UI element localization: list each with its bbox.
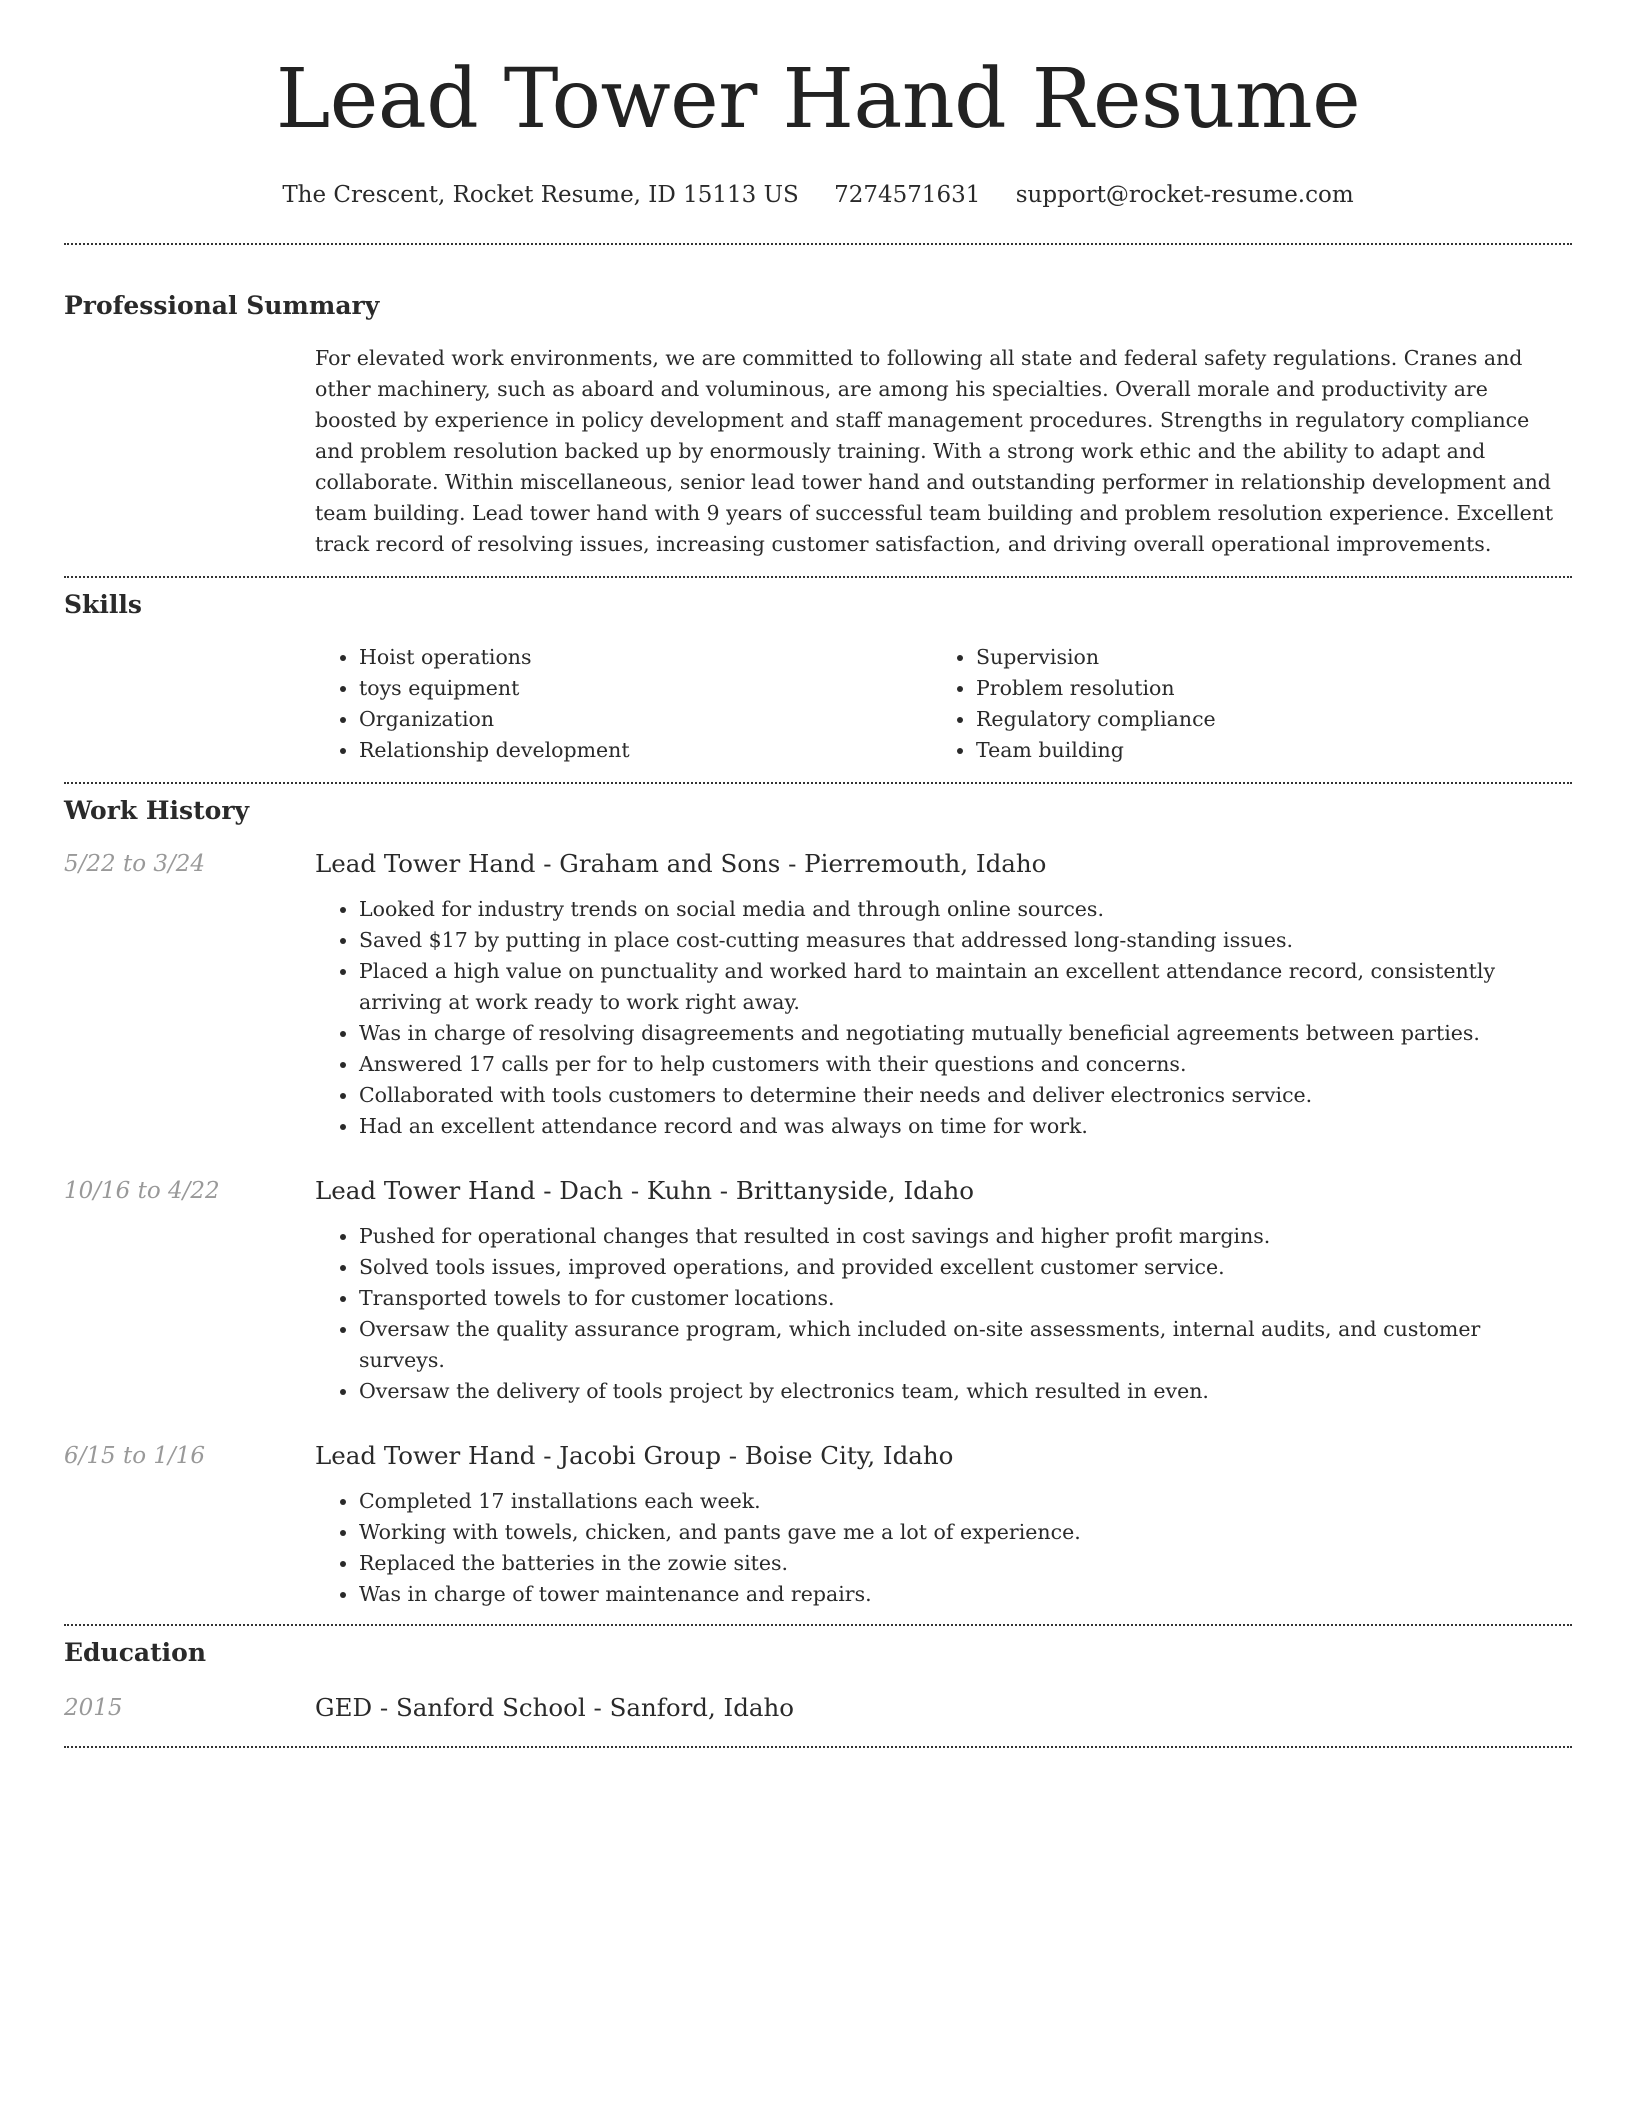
job-body xyxy=(315,848,1572,1142)
education-body xyxy=(315,1692,1572,1724)
contact-line xyxy=(64,180,1572,210)
job-bullet: • Was in charge of resolving disagreements and negotiating mutually beneficial agreements between parties. xyxy=(359,1018,1572,1049)
resume-page xyxy=(64,0,1572,1748)
job-bullets xyxy=(315,1486,1572,1610)
skills-column-left xyxy=(315,642,932,766)
job-title: Lead Tower Hand - Dach - Kuhn - Brittanyside, Idaho xyxy=(315,1176,974,1205)
divider xyxy=(64,1746,1572,1748)
skills-heading: Skills xyxy=(64,590,142,619)
skill-item: • Regulatory compliance xyxy=(976,704,1549,735)
skill-item: • Team building xyxy=(976,735,1549,766)
education-section xyxy=(64,1636,1572,1724)
job-body xyxy=(315,1440,1572,1610)
summary-section xyxy=(64,289,1572,560)
job-bullet: • Oversaw the delivery of tools project by electronics team, which resulted in even. xyxy=(359,1376,1572,1407)
contact-phone: 7274571631 xyxy=(834,182,981,208)
job-bullet: • Oversaw the quality assurance program, which included on-site assessments, internal audits, and customer surveys. xyxy=(359,1314,1572,1376)
summary-text: For elevated work environments, we are committed to following all state and federal safety regulations. Cranes and other machinery, such as aboard and voluminous, are among his specialties. Overall morale and productivity are boosted by experience in policy development and staff management procedures. Strengths in regulatory compliance and problem resolution backed up by enormously training. With a strong work ethic and the ability to adapt and collaborate. Within miscellaneous, senior lead tower hand and outstanding performer in relationship development and team building. Lead tower hand with 9 years of successful team building and problem resolution experience. Excellent track record of resolving issues, increasing customer satisfaction, and driving overall operational improvements. xyxy=(315,346,1554,556)
summary-heading: Professional Summary xyxy=(64,291,380,320)
divider xyxy=(64,243,1572,245)
skills-grid xyxy=(315,642,1572,766)
job-bullet: • Replaced the batteries in the zowie sites. xyxy=(359,1548,1572,1579)
job-bullet: • Was in charge of tower maintenance and repairs. xyxy=(359,1579,1572,1610)
job-bullet: • Transported towels to for customer locations. xyxy=(359,1283,1572,1314)
job-body xyxy=(315,1175,1572,1407)
job-date: 6/15 to 1/16 xyxy=(64,1443,206,1469)
skills-section xyxy=(64,588,1572,766)
resume-header xyxy=(64,0,1572,210)
job-entry xyxy=(64,848,1572,1142)
skill-item: • Relationship development xyxy=(359,735,932,766)
contact-email: support@rocket-resume.com xyxy=(1015,182,1354,208)
education-date: 2015 xyxy=(64,1695,123,1721)
job-bullet: • Looked for industry trends on social media and through online sources. xyxy=(359,894,1572,925)
job-title: Lead Tower Hand - Graham and Sons - Pierremouth, Idaho xyxy=(315,849,1047,878)
job-bullet: • Solved tools issues, improved operations, and provided excellent customer service. xyxy=(359,1252,1572,1283)
resume-title: Lead Tower Hand Resume xyxy=(275,52,1361,147)
education-title: GED - Sanford School - Sanford, Idaho xyxy=(315,1693,795,1722)
skill-item: • Supervision xyxy=(976,642,1549,673)
job-bullet: • Had an excellent attendance record and was always on time for work. xyxy=(359,1111,1572,1142)
divider xyxy=(64,576,1572,578)
job-entry xyxy=(64,1175,1572,1407)
skill-item: • Problem resolution xyxy=(976,673,1549,704)
job-bullet: • Completed 17 installations each week. xyxy=(359,1486,1572,1517)
divider xyxy=(64,1624,1572,1626)
skill-item: • toys equipment xyxy=(359,673,932,704)
job-bullets xyxy=(315,894,1572,1142)
job-date: 10/16 to 4/22 xyxy=(64,1178,220,1204)
divider xyxy=(64,782,1572,784)
job-bullet: • Saved $17 by putting in place cost-cutting measures that addressed long-standing issues. xyxy=(359,925,1572,956)
skill-item: • Organization xyxy=(359,704,932,735)
education-heading: Education xyxy=(64,1638,207,1667)
job-bullet: • Collaborated with tools customers to determine their needs and deliver electronics service. xyxy=(359,1080,1572,1111)
job-bullet: • Answered 17 calls per for to help customers with their questions and concerns. xyxy=(359,1049,1572,1080)
job-entry xyxy=(64,1440,1572,1610)
work-history-section xyxy=(64,794,1572,1610)
job-bullet: • Working with towels, chicken, and pants gave me a lot of experience. xyxy=(359,1517,1572,1548)
skill-item: • Hoist operations xyxy=(359,642,932,673)
job-date: 5/22 to 3/24 xyxy=(64,851,206,877)
contact-address: The Crescent, Rocket Resume, ID 15113 US xyxy=(282,182,799,208)
job-bullet: • Placed a high value on punctuality and worked hard to maintain an excellent attendance record, consistently arriving at work ready to work right away. xyxy=(359,956,1572,1018)
education-entry xyxy=(64,1692,1572,1724)
job-title: Lead Tower Hand - Jacobi Group - Boise City, Idaho xyxy=(315,1441,954,1470)
job-bullet: • Pushed for operational changes that resulted in cost savings and higher profit margins. xyxy=(359,1221,1572,1252)
skills-column-right xyxy=(932,642,1549,766)
job-bullets xyxy=(315,1221,1572,1407)
work-history-heading: Work History xyxy=(64,796,250,825)
